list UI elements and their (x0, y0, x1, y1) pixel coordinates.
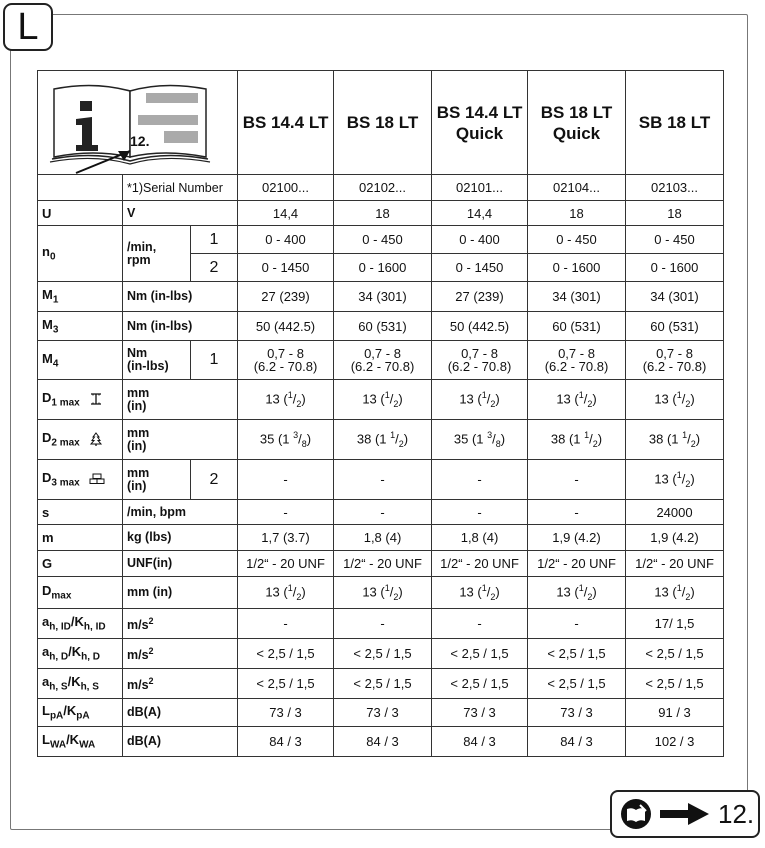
row-unit: mm (in) (123, 420, 238, 460)
table-cell: 84 / 3 (334, 727, 432, 757)
table-cell: 50 (442.5) (432, 312, 528, 341)
table-cell: 18 (334, 201, 432, 226)
table-cell: < 2,5 / 1,5 (432, 669, 528, 699)
table-cell: - (432, 500, 528, 525)
row-symbol: s (38, 500, 123, 525)
table-cell: < 2,5 / 1,5 (334, 639, 432, 669)
table-cell: 73 / 3 (238, 699, 334, 727)
table-cell: 60 (531) (528, 312, 626, 341)
row-symbol: $a_{h, ID}/K_{h, ID}$ (38, 609, 123, 639)
gear-number: 2 (191, 254, 238, 282)
row-unit: kg (lbs) (123, 525, 238, 551)
table-cell: 0 - 400 (238, 226, 334, 254)
table-cell: 17/ 1,5 (626, 609, 724, 639)
row-symbol: U (38, 201, 123, 226)
manual-page-ref: 12. (130, 133, 150, 149)
table-cell: 18 (626, 201, 724, 226)
table-cell: 13 $(^1/_2)$ (432, 577, 528, 609)
table-cell: - (528, 500, 626, 525)
table-cell: < 2,5 / 1,5 (238, 669, 334, 699)
table-cell: < 2,5 / 1,5 (238, 639, 334, 669)
row-unit: mm (in) (123, 460, 191, 500)
table-cell: 13 $(^1/_2)$ (238, 577, 334, 609)
row-unit: $m/s^2$ (123, 609, 238, 639)
table-cell: 50 (442.5) (238, 312, 334, 341)
torque-m4-row (38, 341, 724, 380)
table-cell: 18 (528, 201, 626, 226)
model-header: BS 14.4 LT (238, 71, 334, 175)
row-symbol: $D_{1 max}$ (38, 380, 123, 420)
thread-row (38, 551, 724, 577)
table-cell: 13 $(^1/_2)$ (334, 380, 432, 420)
speed-row-1 (38, 226, 724, 254)
table-cell: 13 $(^1/_2)$ (432, 380, 528, 420)
table-cell: 02101... (432, 175, 528, 201)
row-unit: Nm (in-lbs) (123, 282, 238, 312)
torque-m3-row (38, 312, 724, 341)
table-cell: 13 $(^1/_2)$ (334, 577, 432, 609)
model-header: BS 18 LT (334, 71, 432, 175)
gear-number: 1 (191, 341, 238, 380)
table-cell: < 2,5 / 1,5 (626, 639, 724, 669)
table-cell: 73 / 3 (432, 699, 528, 727)
table-cell: - (432, 609, 528, 639)
row-unit: V (123, 201, 238, 226)
table-cell: 38 (1 $^1/_2$) (528, 420, 626, 460)
table-cell: - (238, 609, 334, 639)
table-cell: 13 $(^1/_2)$ (238, 380, 334, 420)
table-cell: 1/2“ - 20 UNF (528, 551, 626, 577)
table-cell: - (238, 460, 334, 500)
section-letter-badge (3, 3, 53, 51)
see-page-number: 12. (718, 798, 755, 829)
table-cell: 73 / 3 (528, 699, 626, 727)
arrow-right-icon (660, 802, 710, 826)
table-cell: 02100... (238, 175, 334, 201)
row-symbol: $D_{max}$ (38, 577, 123, 609)
table-cell: 0 - 400 (432, 226, 528, 254)
table-cell: - (528, 460, 626, 500)
table-cell: 0,7 - 8 (6.2 - 70.8) (334, 341, 432, 380)
table-cell: 34 (301) (626, 282, 724, 312)
table-cell: 27 (239) (238, 282, 334, 312)
table-cell: 24000 (626, 500, 724, 525)
table-cell: 60 (531) (334, 312, 432, 341)
table-cell: - (238, 500, 334, 525)
table-cell: 13 $(^1/_2)$ (626, 380, 724, 420)
manual-reference-cell (38, 71, 238, 175)
table-cell: < 2,5 / 1,5 (626, 669, 724, 699)
impact-rate-row (38, 500, 724, 525)
table-cell: 1,8 (4) (432, 525, 528, 551)
table-cell: 73 / 3 (334, 699, 432, 727)
table-cell: 35 (1 $^3/_8$) (238, 420, 334, 460)
steel-beam-icon (89, 392, 103, 406)
table-cell: 0 - 450 (626, 226, 724, 254)
row-symbol: $M_1$ (38, 282, 123, 312)
table-cell: 1,9 (4.2) (626, 525, 724, 551)
table-cell: 13 $(^1/_2)$ (626, 460, 724, 500)
table-cell: 0 - 1450 (238, 254, 334, 282)
table-cell: 1/2“ - 20 UNF (626, 551, 724, 577)
read-manual-icon (620, 798, 660, 830)
table-cell: - (334, 460, 432, 500)
serial-row (38, 175, 724, 201)
table-cell: 0 - 1600 (626, 254, 724, 282)
row-symbol: m (38, 525, 123, 551)
table-cell: 02102... (334, 175, 432, 201)
model-header: BS 14.4 LT Quick (432, 71, 528, 175)
specifications-table (37, 70, 724, 757)
row-symbol: G (38, 551, 123, 577)
row-unit: dB(A) (123, 699, 238, 727)
table-cell: - (528, 609, 626, 639)
table-cell: 34 (301) (334, 282, 432, 312)
chuck-capacity-row (38, 577, 724, 609)
row-symbol: $a_{h, D}/K_{h, D}$ (38, 639, 123, 669)
table-cell: 0,7 - 8 (6.2 - 70.8) (432, 341, 528, 380)
row-symbol: $L_{WA}/K_{WA}$ (38, 727, 123, 757)
table-cell: 14,4 (238, 201, 334, 226)
row-unit: mm (in) (123, 577, 238, 609)
table-cell: 0,7 - 8 (6.2 - 70.8) (238, 341, 334, 380)
table-cell: 84 / 3 (238, 727, 334, 757)
table-cell: < 2,5 / 1,5 (528, 669, 626, 699)
row-symbol: $M_3$ (38, 312, 123, 341)
row-unit: Nm (in-lbs) (123, 312, 238, 341)
drill-masonry-row (38, 460, 724, 500)
row-symbol: $n_0$ (38, 226, 123, 282)
table-cell: - (334, 500, 432, 525)
open-manual-icon (38, 71, 237, 175)
serial-label: *1)Serial Number (123, 175, 238, 201)
table-cell: 102 / 3 (626, 727, 724, 757)
table-cell: 91 / 3 (626, 699, 724, 727)
row-unit: dB(A) (123, 727, 238, 757)
table-cell: < 2,5 / 1,5 (334, 669, 432, 699)
table-cell: 84 / 3 (528, 727, 626, 757)
row-unit: mm (in) (123, 380, 238, 420)
sound-pressure-row (38, 699, 724, 727)
table-cell: 14,4 (432, 201, 528, 226)
drill-wood-row (38, 420, 724, 460)
table-cell: 0,7 - 8 (6.2 - 70.8) (626, 341, 724, 380)
brick-masonry-icon (89, 473, 105, 485)
table-cell: 1/2“ - 20 UNF (238, 551, 334, 577)
gear-number: 1 (191, 226, 238, 254)
torque-m1-row (38, 282, 724, 312)
gear-number: 2 (191, 460, 238, 500)
table-cell: 1/2“ - 20 UNF (432, 551, 528, 577)
table-cell: 13 $(^1/_2)$ (626, 577, 724, 609)
row-unit: /min, bpm (123, 500, 238, 525)
row-unit: Nm (in-lbs) (123, 341, 191, 380)
row-unit: UNF(in) (123, 551, 238, 577)
table-cell: < 2,5 / 1,5 (528, 639, 626, 669)
table-cell: 60 (531) (626, 312, 724, 341)
table-cell: < 2,5 / 1,5 (432, 639, 528, 669)
row-symbol: $D_{3 max}$ (38, 460, 123, 500)
row-unit: $m/s^2$ (123, 639, 238, 669)
row-unit: /min, rpm (123, 226, 191, 282)
table-cell: 02103... (626, 175, 724, 201)
table-cell: 0 - 450 (334, 226, 432, 254)
vibration-d-row (38, 639, 724, 669)
vibration-id-row (38, 609, 724, 639)
table-cell: 38 (1 $^1/_2$) (334, 420, 432, 460)
section-letter: L (17, 5, 39, 48)
table-cell: 0 - 1600 (528, 254, 626, 282)
table-cell: 0 - 1600 (334, 254, 432, 282)
see-page-badge (610, 790, 760, 838)
row-unit: $m/s^2$ (123, 669, 238, 699)
table-cell: 1,7 (3.7) (238, 525, 334, 551)
table-cell: 0 - 450 (528, 226, 626, 254)
table-cell: 1/2“ - 20 UNF (334, 551, 432, 577)
table-cell: 0 - 1450 (432, 254, 528, 282)
table-cell: 38 (1 $^1/_2$) (626, 420, 724, 460)
table-cell: 35 (1 $^3/_8$) (432, 420, 528, 460)
weight-row (38, 525, 724, 551)
table-cell: 13 $(^1/_2)$ (528, 380, 626, 420)
tree-wood-icon (89, 432, 103, 446)
vibration-s-row (38, 669, 724, 699)
table-cell: 13 $(^1/_2)$ (528, 577, 626, 609)
table-cell: 1,8 (4) (334, 525, 432, 551)
table-cell: 1,9 (4.2) (528, 525, 626, 551)
row-symbol: $L_{pA}/K_{pA}$ (38, 699, 123, 727)
header-row (38, 71, 724, 175)
sound-power-row (38, 727, 724, 757)
voltage-row (38, 201, 724, 226)
table-cell: 84 / 3 (432, 727, 528, 757)
table-cell: 02104... (528, 175, 626, 201)
drill-steel-row (38, 380, 724, 420)
table-cell: 0,7 - 8 (6.2 - 70.8) (528, 341, 626, 380)
row-symbol: $a_{h, S}/K_{h, S}$ (38, 669, 123, 699)
row-symbol: $M_4$ (38, 341, 123, 380)
table-cell: - (432, 460, 528, 500)
model-header: SB 18 LT (626, 71, 724, 175)
model-header: BS 18 LT Quick (528, 71, 626, 175)
table-cell: - (334, 609, 432, 639)
table-cell: 27 (239) (432, 282, 528, 312)
table-cell: 34 (301) (528, 282, 626, 312)
row-symbol: $D_{2 max}$ (38, 420, 123, 460)
